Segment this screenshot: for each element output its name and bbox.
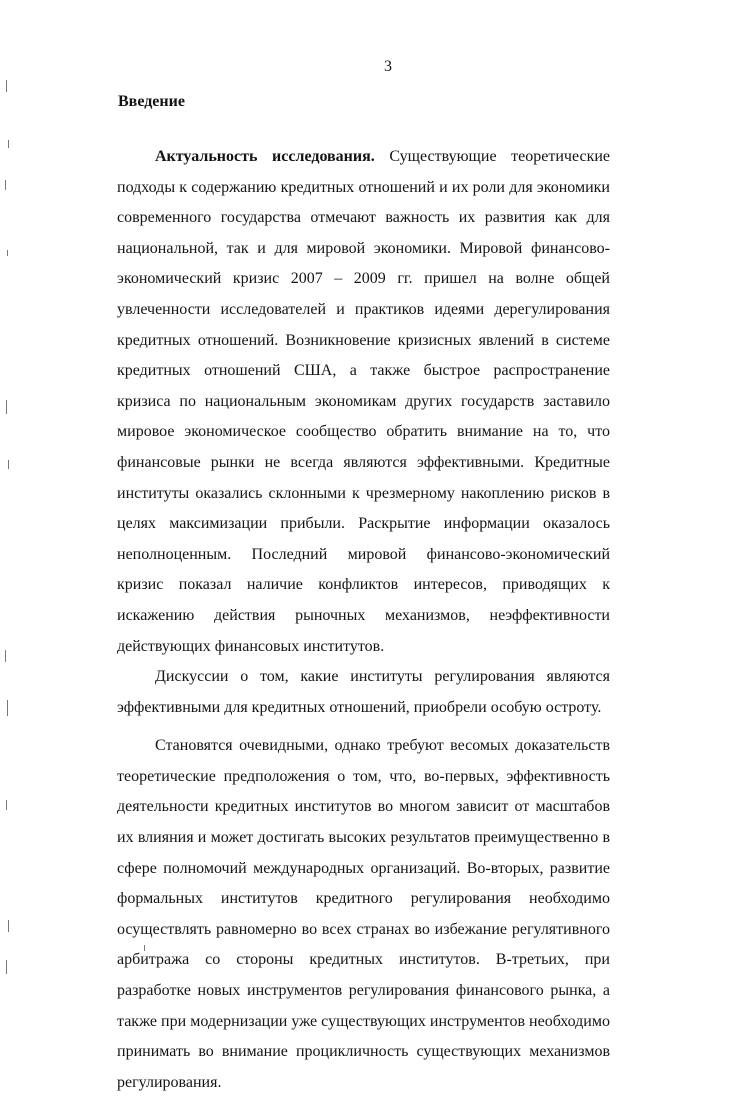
page-number: 3	[384, 58, 392, 75]
section-heading: Введение	[118, 93, 185, 110]
paragraph-assumptions	[117, 731, 610, 1098]
document-body	[117, 142, 610, 1098]
paragraph-discussions	[117, 662, 610, 723]
paragraph-text: Дискуссии о том, какие институты регулирования являются эффективными для кредитных отношений, приобрели особую остроту.	[117, 668, 610, 716]
paragraph-lead: Актуальность исследования.	[155, 148, 375, 165]
paragraph-relevance	[117, 142, 610, 662]
paragraph-text: Становятся очевидными, однако требуют весомых доказательств теоретические предположения о том, что, во-первых, эффективность деятельности кредитных институтов во многом зависит от масштабов их влияния и может достигать высоких результатов преимущественно в сфере полномочий международных организаций. Во-вторых, развитие формальных институтов кредитного регулирования необходимо осуществлять равномерно во всех странах во избежание регулятивного арбитража со стороны кредитных институтов. В-третьих, при разработке новых инструментов регулирования финансового рынка, а также при модернизации уже существующих инструментов необходимо принимать во внимание процикличность существующих механизмов регулирования.	[117, 737, 610, 1091]
paragraph-text: Существующие теоретические подходы к содержанию кредитных отношений и их роли для экономики современного государства отмечают важность их развития как для национальной, так и для мировой экономики. Мировой финансово-экономический кризис 2007 – 2009 гг. пришел на волне общей увлеченности исследователей и практиков идеями дерегулирования кредитных отношений. Возникновение кризисных явлений в системе кредитных отношений США, а также быстрое распространение кризиса по национальным экономикам других государств заставило мировое экономическое сообщество обратить внимание на то, что финансовые рынки не всегда являются эффективными. Кредитные институты оказались склонными к чрезмерному накоплению рисков в целях максимизации прибыли. Раскрытие информации оказалось неполноценным. Последний мировой финансово-экономический кризис показал наличие конфликтов интересов, приводящих к искажению действия рыночных механизмов, неэффективности действующих финансовых институтов.	[117, 148, 610, 655]
